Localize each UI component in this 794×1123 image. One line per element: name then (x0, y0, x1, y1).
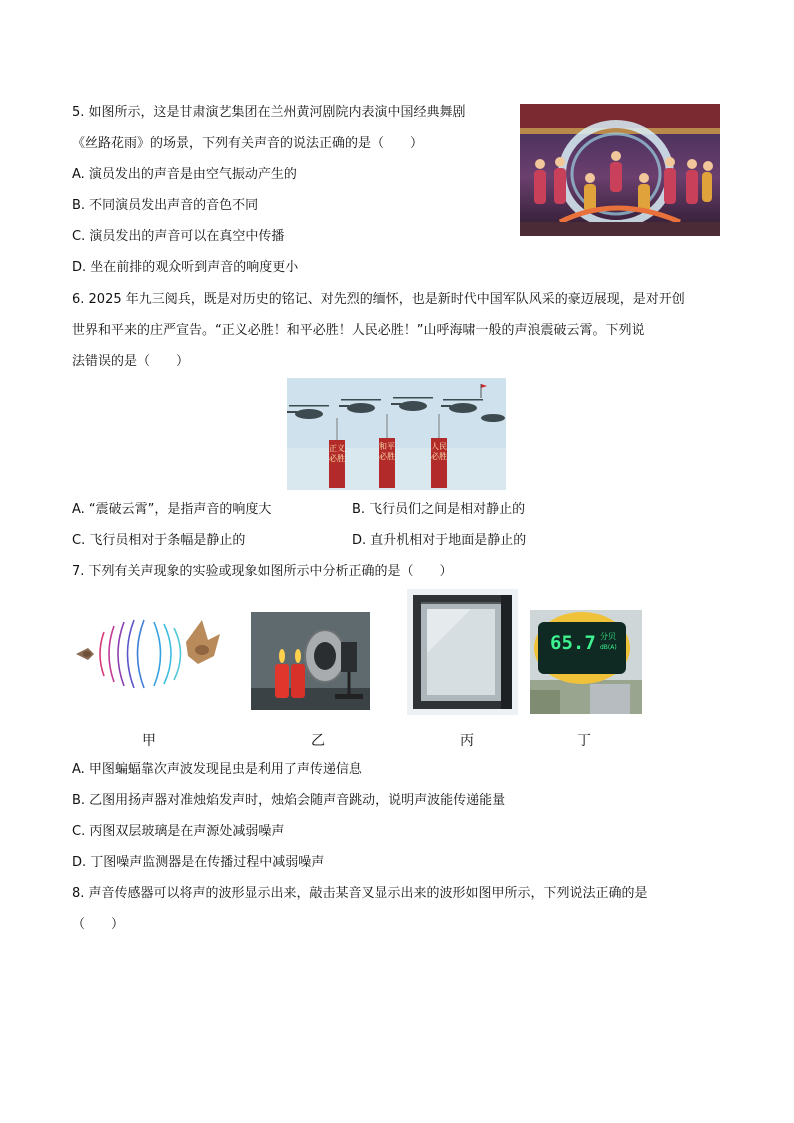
banner-text-2: 和平必胜 (379, 442, 395, 461)
dance-stage-photo (520, 104, 720, 236)
q5-option-d: D. 坐在前排的观众听到声音的响度更小 (72, 260, 299, 275)
q6-option-a: A. “震破云霄”，是指声音的响度大 (72, 502, 272, 517)
q6-stem-line2: 世界和平来的庄严宣告。“正义必胜！和平必胜！人民必胜！”山呼海啸一般的声浪震破云霄。下列说 (72, 323, 645, 338)
q6-stem-line1: 6. 2025 年九三阅兵，既是对历史的铭记、对先烈的缅怀，也是新时代中国军队风采的豪迈展现，是对开创 (72, 292, 685, 307)
noise-reading-unit-cn: 分贝 (600, 632, 616, 641)
q5-stem-line2: 《丝路花雨》的场景，下列有关声音的说法正确的是（ ） (72, 136, 424, 151)
speaker-candle-photo (251, 612, 370, 710)
caption-ding: 丁 (577, 733, 591, 749)
caption-jia: 甲 (142, 733, 156, 749)
banner-text-3: 人民必胜 (431, 442, 447, 461)
q7-option-d: D. 丁图噪声监测器是在传播过程中减弱噪声 (72, 855, 325, 870)
banner-text-1: 正义必胜 (329, 444, 345, 463)
q5-option-c: C. 演员发出的声音可以在真空中传播 (72, 229, 285, 244)
q6-option-d: D. 直升机相对于地面是静止的 (352, 533, 527, 548)
q7-stem-line1: 7. 下列有关声现象的实验或现象如图所示中分析正确的是（ ） (72, 564, 453, 579)
caption-yi: 乙 (311, 733, 325, 749)
double-glazed-window-photo (407, 589, 518, 715)
bat-echolocation-figure (74, 612, 224, 694)
q5-stem-line1: 5. 如图所示，这是甘肃演艺集团在兰州黄河剧院内表演中国经典舞剧 (72, 105, 466, 120)
q7-option-c: C. 丙图双层玻璃是在声源处减弱噪声 (72, 824, 285, 839)
helicopter-parade-photo (287, 378, 506, 490)
q6-stem-line3: 法错误的是（ ） (72, 354, 190, 369)
noise-reading-value: 65.7 (550, 632, 596, 654)
noise-reading-unit-db: dB(A) (600, 644, 617, 651)
q6-option-b: B. 飞行员们之间是相对静止的 (352, 502, 526, 517)
q7-option-a: A. 甲图蝙蝠靠次声波发现昆虫是利用了声传递信息 (72, 762, 362, 777)
noise-monitor-photo (530, 610, 642, 714)
q8-stem-line1: 8. 声音传感器可以将声的波形显示出来，敲击某音叉显示出来的波形如图甲所示，下列说法正确的是 (72, 886, 648, 901)
caption-bing: 丙 (460, 733, 474, 749)
q8-stem-line2: （ ） (72, 917, 125, 932)
q5-option-b: B. 不同演员发出声音的音色不同 (72, 198, 259, 213)
q5-option-a: A. 演员发出的声音是由空气振动产生的 (72, 167, 297, 182)
q6-option-c: C. 飞行员相对于条幅是静止的 (72, 533, 246, 548)
q7-option-b: B. 乙图用扬声器对准烛焰发声时，烛焰会随声音跳动，说明声波能传递能量 (72, 793, 506, 808)
